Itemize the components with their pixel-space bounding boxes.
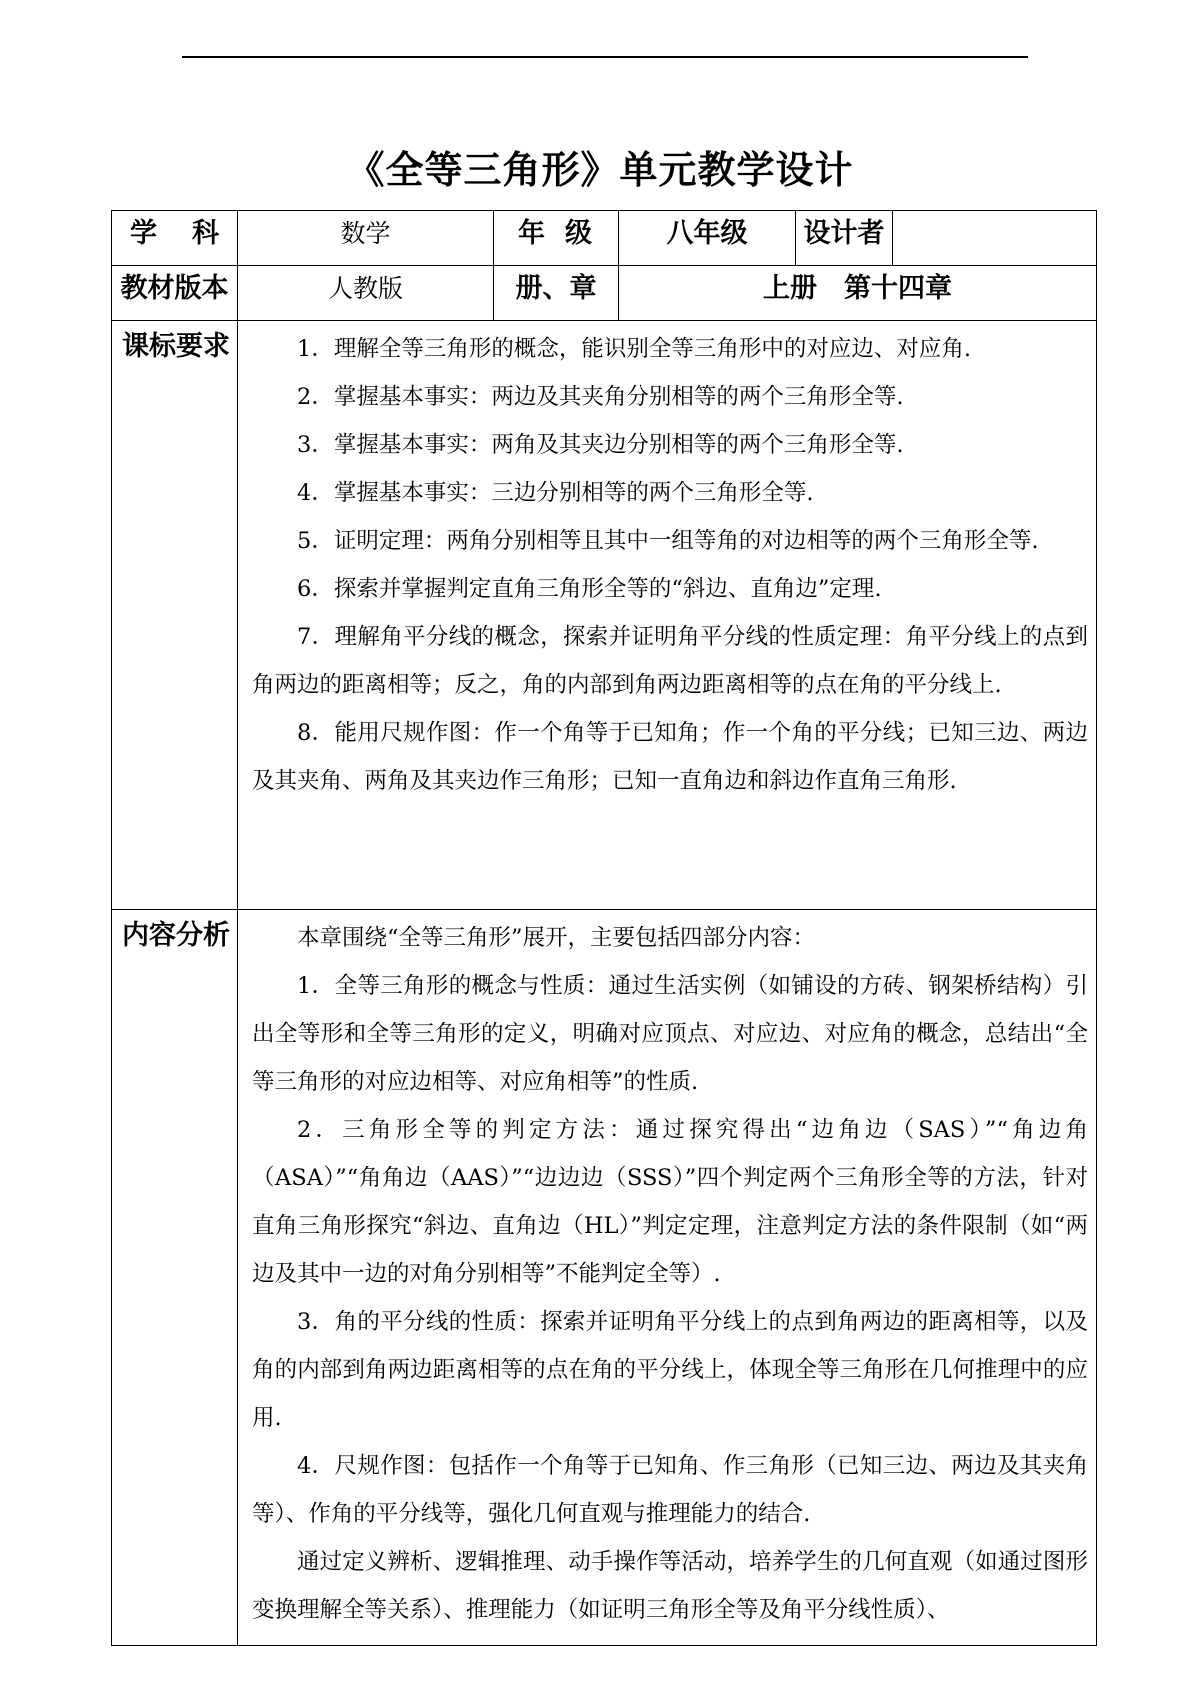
content-paragraph: 本章围绕“全等三角形”展开，主要包括四部分内容：	[297, 925, 816, 951]
content-paragraph: 4．尺规作图：包括作一个角等于已知角、作三角形（已知三边、两边及其夹角等）、作角的平分线等，强化几何直观与推理能力的结合.	[252, 1453, 1088, 1527]
grade-value: 八年级	[619, 211, 796, 266]
grade-label-char-1: 年	[518, 218, 545, 249]
subject-label-char-2: 科	[192, 218, 219, 249]
volume-label: 册、章	[494, 266, 619, 321]
textbook-label: 教材版本	[112, 266, 238, 321]
content-paragraph: 1．全等三角形的概念与性质：通过生活实例（如铺设的方砖、钢架桥结构）引出全等形和全等三角形的定义，明确对应顶点、对应边、对应角的概念，总结出“全等三角形的对应边相等、对应角相等”的性质.	[252, 973, 1088, 1095]
content-analysis	[238, 910, 1097, 1646]
curriculum-item: 7．理解角平分线的概念，探索并证明角平分线的性质定理：角平分线上的点到角两边的距离相等；反之，角的内部到角两边距离相等的点在角的平分线上.	[252, 624, 1088, 698]
curriculum-content	[238, 321, 1097, 910]
volume-value: 上册 第十四章	[619, 266, 1097, 321]
content-paragraph: 2．三角形全等的判定方法：通过探究得出“边角边（SAS）”“角边角（ASA）”“角角边（AAS）”“边边边（SSS）”四个判定两个三角形全等的方法，针对直角三角形探究“斜边、直角边（HL）”判定定理，注意判定方法的条件限制（如“两边及其中一边的对角分别相等”不能判定全等）.	[252, 1117, 1088, 1287]
content-label: 内容分析	[112, 910, 238, 1646]
grade-label-char-2: 级	[565, 218, 592, 249]
content-row	[112, 910, 1097, 1646]
page-title: 《全等三角形》单元教学设计	[346, 148, 854, 192]
designer-label: 设计者	[796, 211, 893, 266]
subject-label-char-1: 学	[130, 218, 157, 249]
header-rule	[182, 56, 1028, 58]
curriculum-item: 3．掌握基本事实：两角及其夹边分别相等的两个三角形全等.	[297, 432, 904, 458]
content-paragraph: 3．角的平分线的性质：探索并证明角平分线上的点到角两边的距离相等，以及角的内部到角两边距离相等的点在角的平分线上，体现全等三角形在几何推理中的应用.	[252, 1309, 1088, 1431]
designer-value	[893, 211, 1097, 266]
design-table	[111, 210, 1097, 1646]
curriculum-item: 1．理解全等三角形的概念，能识别全等三角形中的对应边、对应角.	[297, 336, 971, 362]
info-row-1	[112, 211, 1097, 266]
curriculum-item: 2．掌握基本事实：两边及其夹角分别相等的两个三角形全等.	[297, 384, 904, 410]
curriculum-item: 5．证明定理：两角分别相等且其中一组等角的对边相等的两个三角形全等.	[297, 528, 1039, 554]
curriculum-row	[112, 321, 1097, 910]
curriculum-item: 6．探索并掌握判定直角三角形全等的“斜边、直角边”定理.	[297, 576, 882, 602]
textbook-value: 人教版	[238, 266, 494, 321]
info-row-2	[112, 266, 1097, 321]
content-paragraph: 通过定义辨析、逻辑推理、动手操作等活动，培养学生的几何直观（如通过图形变换理解全等关系）、推理能力（如证明三角形全等及角平分线性质）、	[252, 1549, 1088, 1623]
curriculum-item: 8．能用尺规作图：作一个角等于已知角；作一个角的平分线；已知三边、两边及其夹角、两角及其夹边作三角形；已知一直角边和斜边作直角三角形.	[252, 720, 1088, 794]
subject-label-cell	[112, 211, 238, 266]
subject-value: 数学	[238, 211, 494, 266]
curriculum-label: 课标要求	[112, 321, 238, 910]
grade-label-cell	[494, 211, 619, 266]
curriculum-item: 4．掌握基本事实：三边分别相等的两个三角形全等.	[297, 480, 814, 506]
